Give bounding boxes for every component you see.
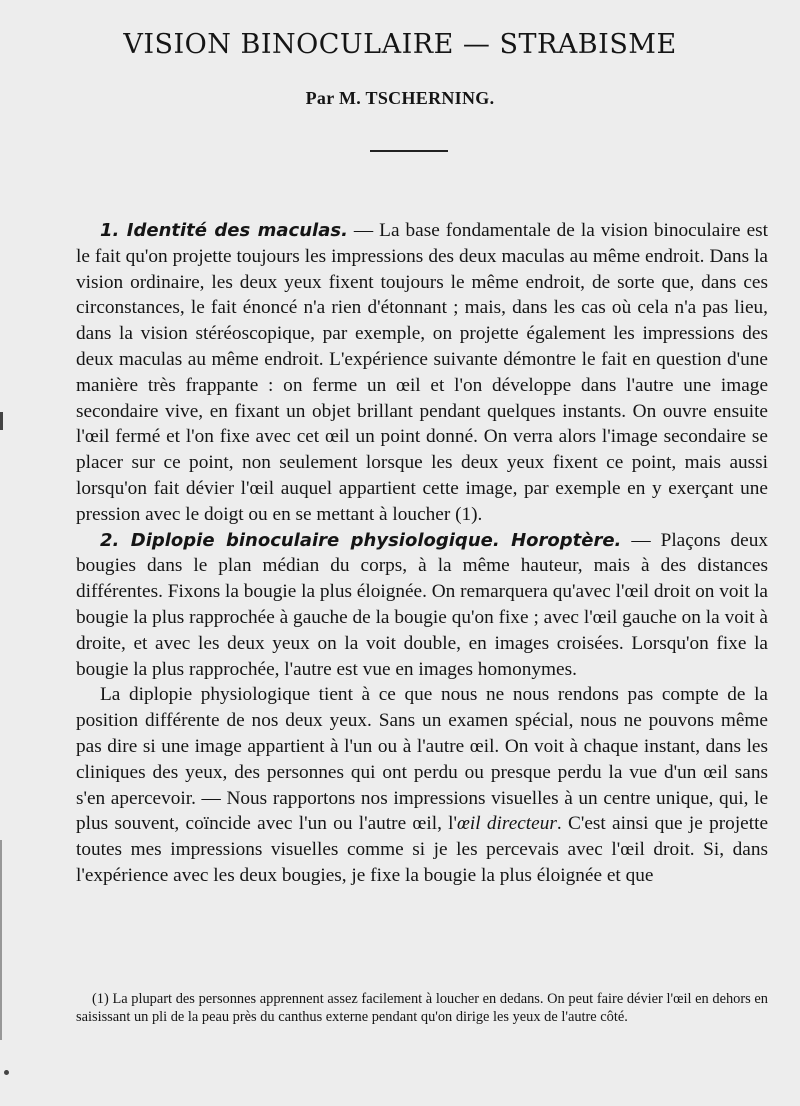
paragraph-text-3a: La diplopie physiologique tient à ce que nous ne nous rendons pas compte de la position différente de nos deux yeux. Sans un examen spécial, nous ne pouvons même pas dire si une image appartient à l'un ou à l'autre œil. On voit à chaque instant, dans les cliniques des yeux, des personnes qui ont perdu ou presque perdu la vue d'un œil sans s'en apercevoir. — Nous rapportons nos impressions visuelles à un centre unique, qui, le plus souvent, coïncide avec l'un ou l'autre œil, l' [76,684,768,835]
paragraph-diplopie [76,528,768,683]
paragraph-text-3b: . C'est ainsi que je projette toutes mes impressions visuelles comme si je les percevais avec l'œil droit. Si, dans l'expérience avec les deux bougies, je fixe la bougie la plus éloignée et que [76,813,769,886]
title-divider [370,150,448,152]
paragraph-text-2: — Plaçons deux bougies dans le plan médian du corps, à la même hauteur, mais à des distances différentes. Fixons la bougie la plus éloignée. On remarquera qu'avec l'œil droit on voit la bougie la plus rapprochée à gauche de la bougie qu'on fixe ; avec l'œil gauche on la voit à droite, et avec les deux yeux on la voit double, en images croisées. Lorsqu'on fixe la bougie la plus rapprochée, l'autre est vue en images homonymes. [76,529,769,680]
footnote: (1) La plupart des personnes apprennent assez facilement à loucher en dedans. On peut faire dévier l'œil en dehors en saisissant un pli de la peau près du canthus externe pendant qu'on dirige les yeux de l'autre côté. [76,991,768,1025]
scan-edge-mark [0,412,3,430]
article-body [76,218,768,889]
paragraph-identite-maculas [76,218,768,528]
paragraph-diplopie-physiologique [76,682,768,888]
paragraph-text-1: — La base fondamentale de la vision binoculaire est le fait qu'on projette toujours les impressions des deux maculas au même endroit. Dans la vision ordinaire, les deux yeux fixent toujours le même endroit, de sorte que, dans ces circonstances, le fait énoncé n'a rien d'étonnant ; mais, dans les cas où cela n'a pas lieu, dans la vision stéréoscopique, par exemple, on projette également les impressions des deux maculas au même endroit. L'expérience suivante démontre le fait en question d'une manière très frappante : on ferme un œil et l'on développe dans l'autre une image secondaire vive, en fixant un objet brillant pendant quelques instants. On ouvre ensuite l'œil fermé et l'on fixe avec cet œil un point donné. On verra alors l'image secondaire se placer sur ce point, non seulement lorsque les deux yeux fixent ce point, mais aussi lorsqu'on fait dévier l'œil auquel appartient cette image, par exemple en y exerçant une pression avec le doigt ou en se mettant à loucher (1). [76,220,768,525]
scan-edge-shadow [0,840,2,1040]
author-line: Par M. TSCHERNING. [305,88,495,108]
section-heading-1: 1. Identité des maculas. [100,220,348,241]
article-title: VISION BINOCULAIRE — STRABISME [123,29,677,60]
scan-dot-mark [4,1070,9,1075]
oeil-directeur-term: œil directeur [457,813,557,835]
section-heading-2: 2. Diplopie binoculaire physiologique. Horoptère. [100,529,622,551]
